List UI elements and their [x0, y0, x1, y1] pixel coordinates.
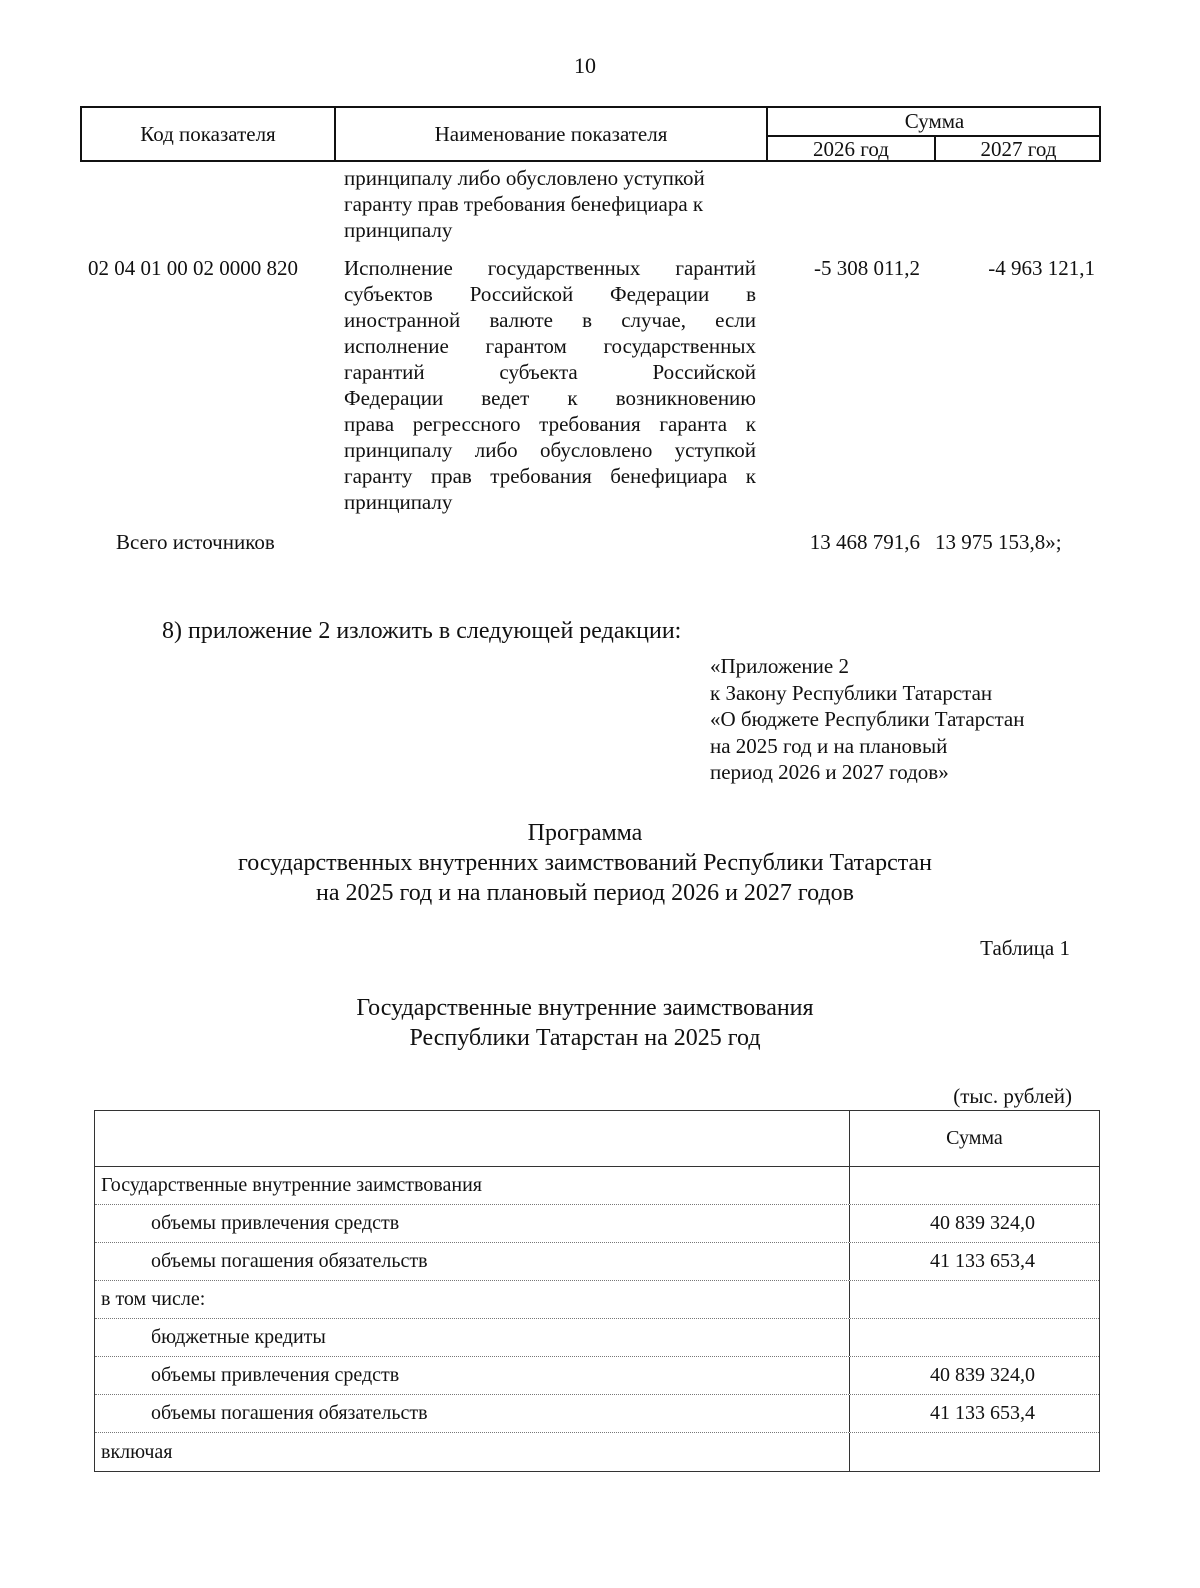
row-value: 41 133 653,4	[930, 1402, 1035, 1424]
row-value-2026: -5 308 011,2	[814, 256, 920, 280]
table-row	[95, 1433, 1099, 1471]
total-value-2027: 13 975 153,8»;	[935, 530, 1062, 554]
title-line: государственных внутренних заимствований Республики Татарстан	[238, 850, 932, 876]
text-line: принципалу либо обусловлено уступкой	[344, 438, 756, 462]
row-name: бюджетные кредиты	[95, 1319, 850, 1356]
text-line: гаранту прав требования бенефициара к	[344, 464, 756, 488]
table-row	[95, 1167, 1099, 1205]
text-line: права регрессного требования гаранта к	[344, 412, 756, 436]
title-line: Государственные внутренние заимствования	[356, 995, 814, 1021]
total-value-2026: 13 468 791,6	[809, 530, 920, 554]
text-line: исполнение гарантом государственных	[344, 334, 756, 358]
table2-title	[0, 993, 1170, 1053]
text-line: принципалу	[344, 218, 453, 242]
text-line: гарантий субъекта Российской	[344, 360, 756, 384]
title-line: Республики Татарстан на 2025 год	[409, 1025, 761, 1051]
text-line: Федерации ведет к возникновению	[344, 386, 756, 410]
units-label: (тыс. рублей)	[953, 1084, 1072, 1108]
instruction-text: 8) приложение 2 изложить в следующей редакции:	[162, 618, 682, 644]
table-row	[95, 1357, 1099, 1395]
row-name: в том числе:	[95, 1281, 850, 1318]
continuation-text	[344, 165, 756, 243]
borrowings-table	[94, 1110, 1100, 1472]
text-line: гаранту прав требования бенефициара к	[344, 192, 704, 216]
row-value	[850, 1167, 1099, 1204]
row-value	[850, 1319, 1099, 1356]
header-name: Наименование показателя	[434, 122, 668, 146]
header-sum: Сумма	[904, 109, 965, 133]
text-line: Исполнение государственных гарантий	[344, 256, 756, 280]
table-label: Таблица 1	[980, 936, 1070, 960]
row-name	[344, 255, 756, 515]
table-row	[95, 1281, 1099, 1319]
row-value: 40 839 324,0	[930, 1364, 1035, 1386]
text-line: «Приложение 2	[710, 654, 849, 678]
text-line: принципалу	[344, 490, 453, 514]
page-number: 10	[574, 53, 596, 78]
row-name: объемы привлечения средств	[95, 1357, 850, 1394]
row-value	[850, 1433, 1099, 1471]
table-row	[95, 1395, 1099, 1433]
title-line: Программа	[527, 820, 643, 846]
text-line: «О бюджете Республики Татарстан	[710, 707, 1025, 731]
row-value	[850, 1281, 1099, 1318]
title-line: на 2025 год и на плановый период 2026 и 2027 годов	[315, 880, 855, 906]
row-value: 40 839 324,0	[930, 1212, 1035, 1234]
table-row	[95, 1243, 1099, 1281]
text-line: к Закону Республики Татарстан	[710, 680, 993, 705]
table-row	[95, 1319, 1099, 1357]
header-sum: Сумма	[946, 1127, 1003, 1149]
header-year-2027: 2027 год	[980, 137, 1057, 161]
program-title	[0, 818, 1170, 908]
row-name: включая	[95, 1433, 850, 1471]
row-value: 41 133 653,4	[930, 1250, 1035, 1272]
row-name: Государственные внутренние заимствования	[95, 1167, 850, 1204]
row-name: объемы привлечения средств	[95, 1205, 850, 1242]
header-year-2026: 2026 год	[813, 137, 889, 161]
row-value-2027: -4 963 121,1	[988, 256, 1095, 280]
table-row	[95, 1205, 1099, 1243]
table1-header	[80, 106, 1101, 162]
text-line: субъектов Российской Федерации в	[344, 282, 756, 306]
text-line: на 2025 год и на плановый	[710, 733, 948, 758]
text-line: иностранной валюте в случае, если	[344, 308, 756, 332]
row-name: объемы погашения обязательств	[95, 1243, 850, 1280]
row-name: объемы погашения обязательств	[95, 1395, 850, 1432]
annex-reference	[710, 653, 1130, 786]
text-line: период 2026 и 2027 годов»	[710, 760, 949, 784]
table-header-row	[95, 1111, 1099, 1167]
header-name-cell	[95, 1111, 850, 1166]
text-line: принципалу либо обусловлено уступкой	[344, 166, 705, 190]
header-code: Код показателя	[140, 122, 276, 146]
total-label: Всего источников	[116, 530, 275, 554]
row-code: 02 04 01 00 02 0000 820	[88, 256, 298, 280]
